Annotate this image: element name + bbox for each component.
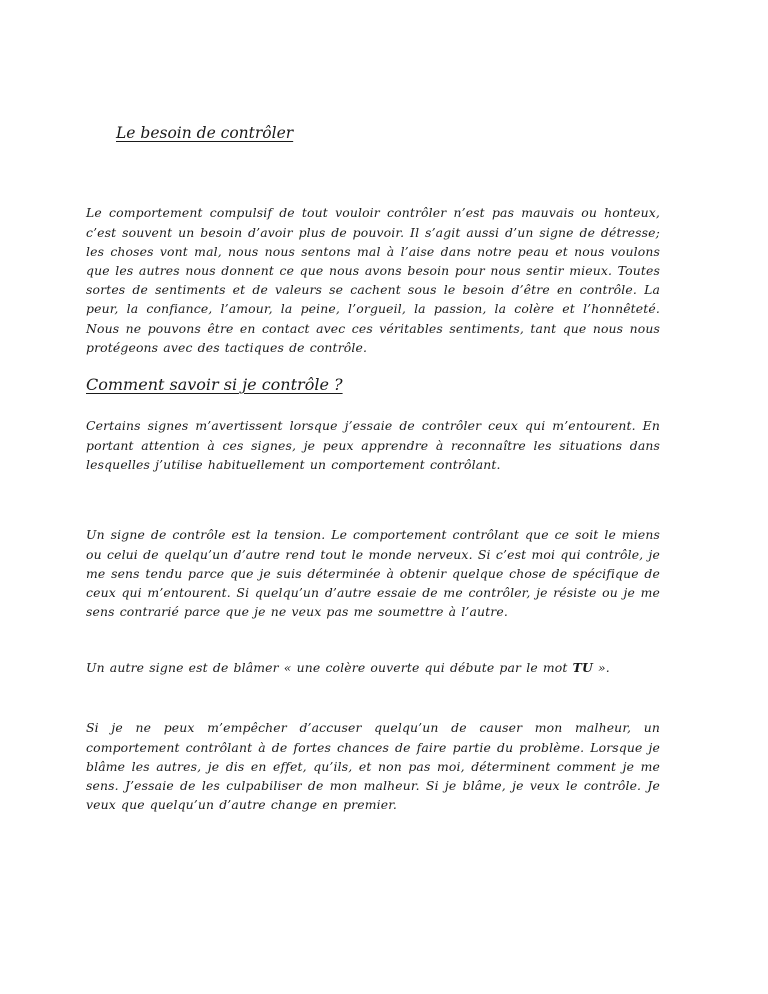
section-heading: Comment savoir si je contrôle ?: [86, 375, 343, 394]
page-title: Le besoin de contrôler: [116, 124, 294, 142]
intro-paragraph: Le comportement compulsif de tout vouloir contrôler n’est pas mauvais ou honteux, c’est souvent un besoin d’avoir plus de pouvoir. Il s’agit aussi d’un signe de détresse; les choses vont mal, nous nous sentons mal à l’aise dans notre peau et nous voulons que les autres nous donnent ce que nous avons besoin pour nous sentir mieux. Toutes sortes de sentiments et de valeurs se cachent sous le besoin d’être en contrôle. La peur, la confiance, l’amour, la peine, l’orgueil, la passion, la colère et l’honnêteté. Nous ne pouvons être en contact avec ces véritables sentiments, tant que nous nous protégeons avec des tactiques de contrôle.: [86, 205, 660, 355]
blame-detail-paragraph: Si je ne peux m’empêcher d’accuser quelqu’un de causer mon malheur, un comportement contrôlant à de fortes chances de faire partie du problème. Lorsque je blâme les autres, je dis en effet, qu’ils, et non pas moi, déterminent comment je me sens. J’essaie de les culpabiliser de mon malheur. Si je blâme, je veux le contrôle. Je veux que quelqu’un d’autre change en premier.: [86, 720, 660, 813]
signs-intro-paragraph: Certains signes m’avertissent lorsque j’essaie de contrôler ceux qui m’entourent. En portant attention à ces signes, je peux apprendre à reconnaître les situations dans lesquelles j’utilise habituellement un comportement contrôlant.: [86, 418, 660, 472]
blame-paragraph: [86, 658, 660, 677]
blame-text-end: ».: [592, 660, 610, 676]
blame-emphasis-word: TU: [572, 660, 593, 676]
blame-text-start: Un autre signe est de blâmer « une colère ouverte qui débute par le mot: [86, 660, 573, 676]
tension-paragraph: Un signe de contrôle est la tension. Le comportement contrôlant que ce soit le miens ou celui de quelqu’un d’autre rend tout le monde nerveux. Si c’est moi qui contrôle, je me sens tendu parce que je suis déterminée à obtenir quelque chose de spécifique de ceux qui m’entourent. Si quelqu’un d’autre essaie de me contrôler, je résiste ou je me sens contrarié parce que je ne veux pas me soumettre à l’autre.: [86, 527, 660, 620]
